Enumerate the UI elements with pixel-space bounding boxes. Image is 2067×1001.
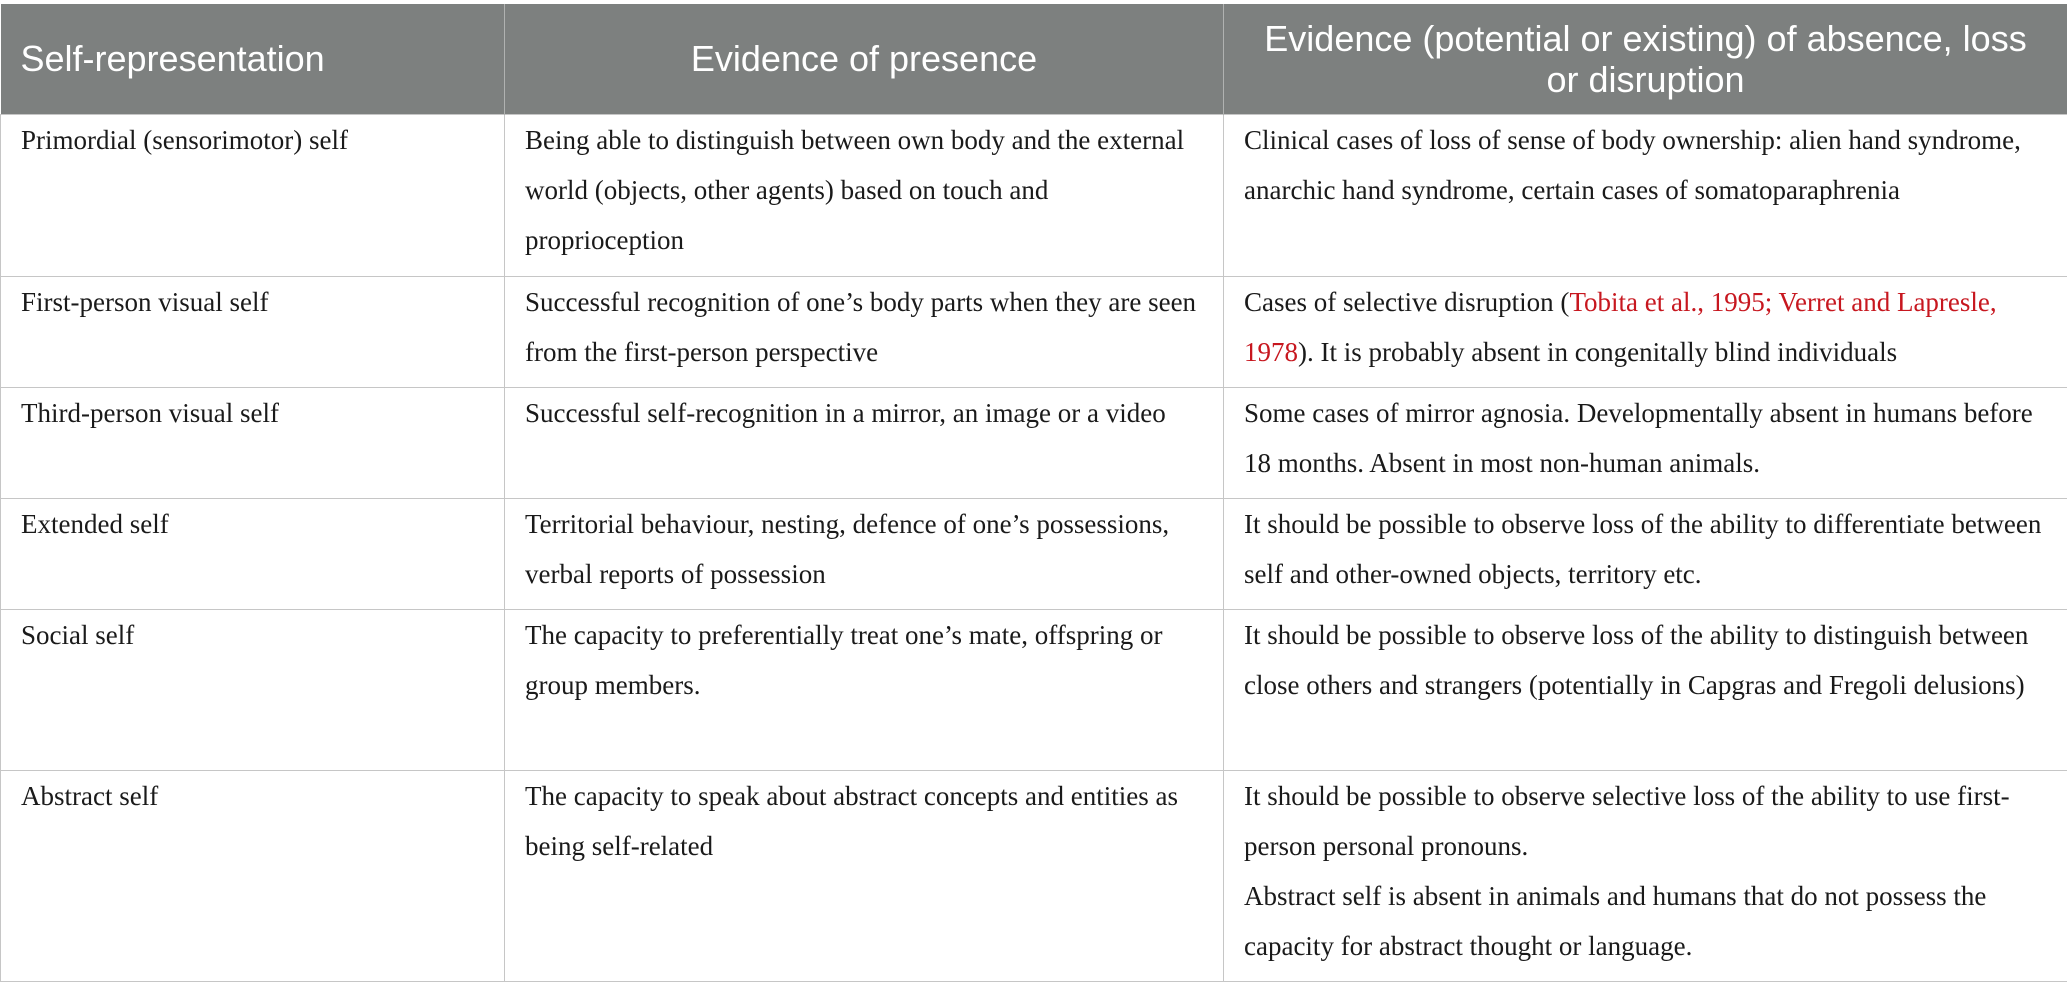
header-self-representation: Self-representation <box>1 4 505 114</box>
table-header-row <box>1 4 2067 114</box>
row-presence-cell: The capacity to preferentially treat one’s mate, offspring or group members. <box>505 609 1224 770</box>
table-row <box>1 498 2067 609</box>
row-presence-cell: Being able to distinguish between own body and the external world (objects, other agents) based on touch and proprioception <box>505 114 1224 276</box>
table-row <box>1 387 2067 498</box>
row-self-cell: Social self <box>1 609 505 770</box>
absence-text-after: ). It is probably absent in congenitally blind individuals <box>1298 336 1898 367</box>
absence-text-before: Cases of selective disruption ( <box>1244 286 1570 317</box>
row-presence-cell: Territorial behaviour, nesting, defence of one’s possessions, verbal reports of possession <box>505 498 1224 609</box>
table-row <box>1 276 2067 387</box>
header-evidence-of-absence: Evidence (potential or existing) of absence, loss or disruption <box>1224 4 2067 114</box>
row-presence-cell: Successful self-recognition in a mirror, an image or a video <box>505 387 1224 498</box>
row-absence-cell <box>1224 276 2067 387</box>
row-presence-cell: Successful recognition of one’s body parts when they are seen from the first-person perspective <box>505 276 1224 387</box>
absence-paragraph: Abstract self is absent in animals and humans that do not possess the capacity for abstract thought or language. <box>1244 880 1987 961</box>
row-absence-cell: It should be possible to observe loss of the ability to distinguish between close others and strangers (potentially in Capgras and Fregoli delusions) <box>1224 609 2067 770</box>
table-row <box>1 770 2067 981</box>
row-absence-cell: Some cases of mirror agnosia. Developmentally absent in humans before 18 months. Absent in most non-human animals. <box>1224 387 2067 498</box>
row-self-cell: Primordial (sensorimotor) self <box>1 114 505 276</box>
row-absence-cell <box>1224 770 2067 981</box>
row-absence-cell: It should be possible to observe loss of the ability to differentiate between self and other-owned objects, territory etc. <box>1224 498 2067 609</box>
citation-link[interactable]: Tobita et al., 1995; Verret and Lapresle, 1978 <box>1244 286 1997 367</box>
row-self-cell: First-person visual self <box>1 276 505 387</box>
row-self-cell: Extended self <box>1 498 505 609</box>
row-presence-cell: The capacity to speak about abstract concepts and entities as being self-related <box>505 770 1224 981</box>
header-evidence-of-presence: Evidence of presence <box>505 4 1224 114</box>
row-self-cell: Third-person visual self <box>1 387 505 498</box>
absence-paragraph: It should be possible to observe selective loss of the ability to use first-person personal pronouns. <box>1244 780 2010 861</box>
table-row <box>1 609 2067 770</box>
self-representation-table <box>0 4 2067 982</box>
row-absence-cell: Clinical cases of loss of sense of body ownership: alien hand syndrome, anarchic hand syndrome, certain cases of somatoparaphrenia <box>1224 114 2067 276</box>
table-row <box>1 114 2067 276</box>
row-self-cell: Abstract self <box>1 770 505 981</box>
